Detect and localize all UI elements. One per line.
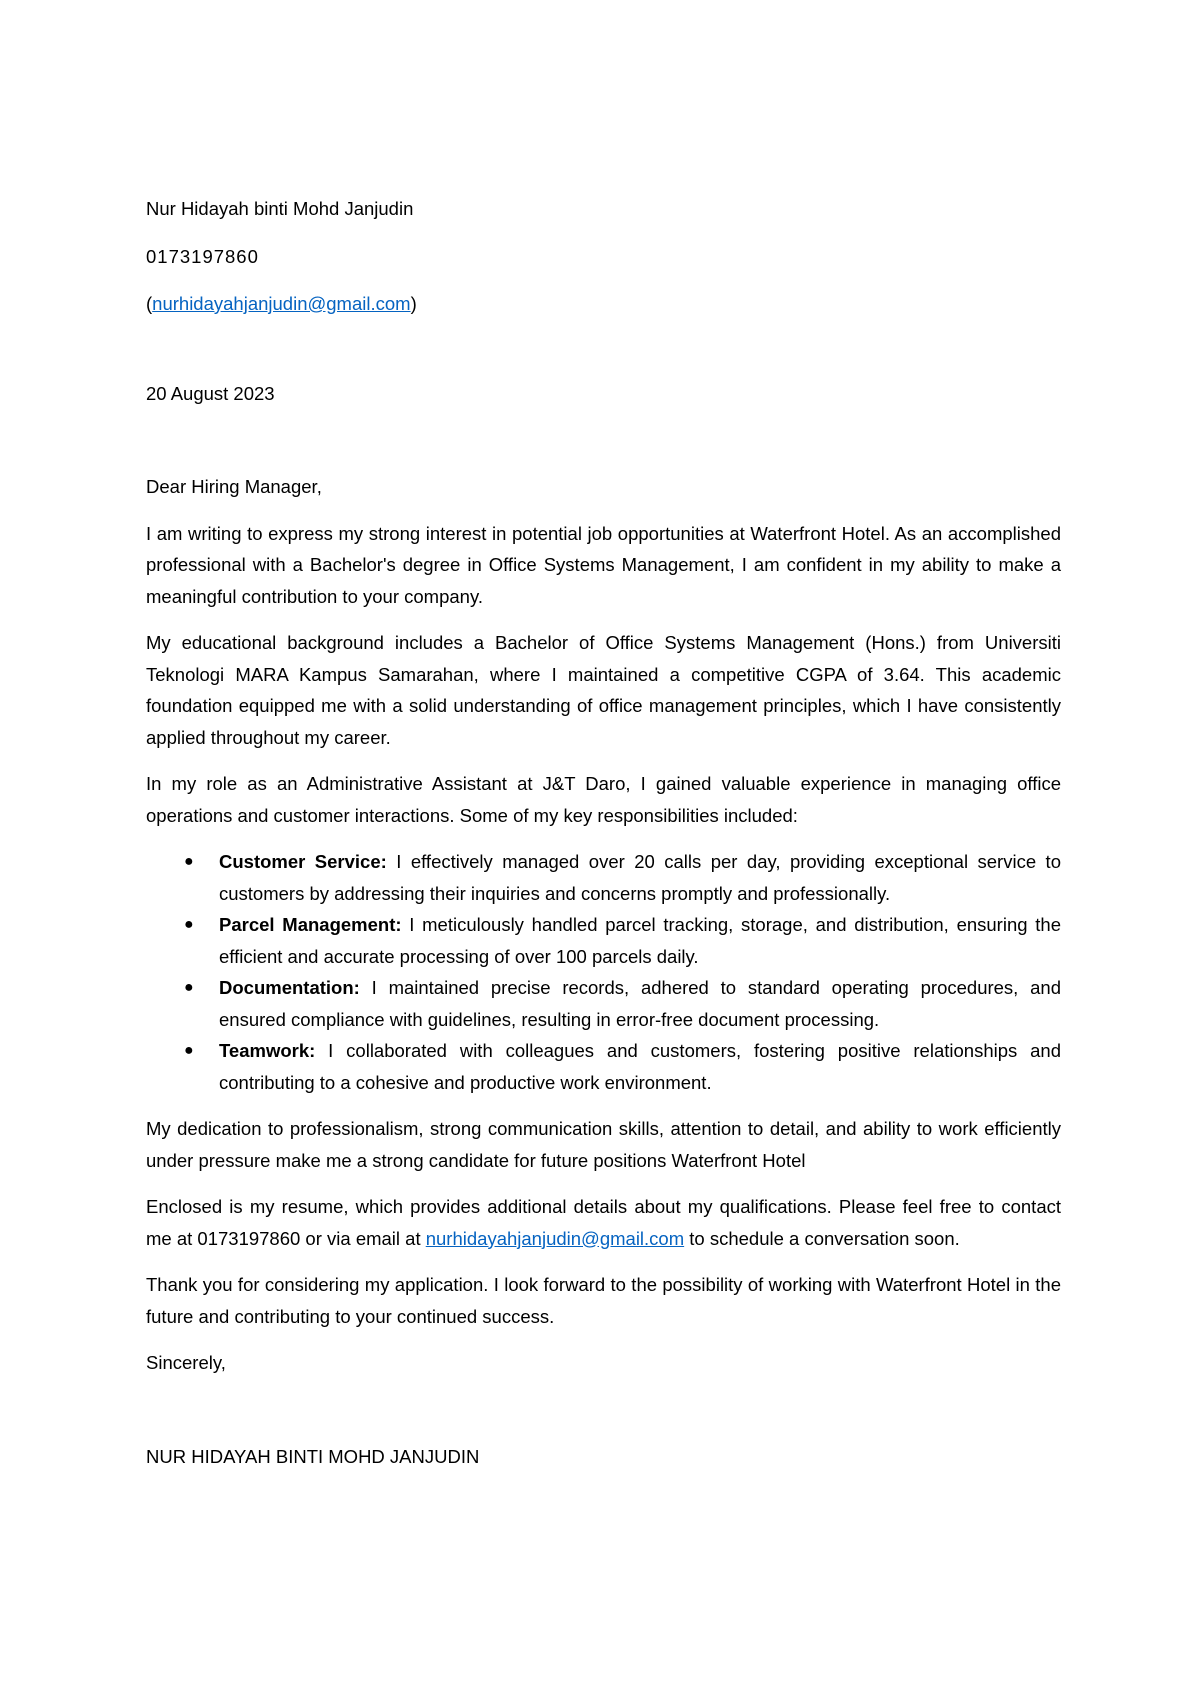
responsibility-title: Teamwork: [219,1040,316,1061]
letter-body [146,193,1061,1472]
signature-name: NUR HIDAYAH BINTI MOHD JANJUDIN [146,1445,480,1467]
list-item [146,972,1061,1035]
bullet-icon: ● [184,853,194,870]
enclosed-text-before: Enclosed is my resume, which provides additional details about my qualifications. Please feel free to contact me at 0173197860 or via email at [146,1196,1061,1249]
enclosed-text-after: to schedule a conversation soon. [684,1227,960,1249]
intro-paragraph: I am writing to express my strong interest in potential job opportunities at Waterfront Hotel. As an accomplished professional with a Bachelor's degree in Office Systems Management, I am confident in my ability to make a meaningful contribution to your company. [146,522,1061,607]
experience-paragraph: In my role as an Administrative Assistant at J&T Daro, I gained valuable experience in managing office operations and customer interactions. Some of my key responsibilities included: [146,773,1061,826]
responsibility-title: Parcel Management: [219,914,402,935]
letter-date: 20 August 2023 [146,382,275,404]
enclosed-email-link[interactable]: nurhidayahjanjudin@gmail.com [425,1227,685,1249]
responsibility-text: I maintained precise records, adhered to standard operating procedures, and ensured compliance with guidelines, resulting in error-free document processing. [219,977,1061,1030]
bullet-icon: ● [184,916,194,933]
responsibility-text: I collaborated with colleagues and customers, fostering positive relationships and contributing to a cohesive and productive work environment. [219,1040,1061,1093]
email-close-paren: ) [410,293,417,314]
enclosed-paragraph [146,1191,1061,1254]
sender-email-link[interactable]: nurhidayahjanjudin@gmail.com [152,293,411,314]
closing: Sincerely, [146,1352,226,1373]
responsibility-title: Documentation: [219,977,360,998]
salutation: Dear Hiring Manager, [146,476,322,497]
bullet-icon: ● [184,979,194,996]
list-item [146,909,1061,972]
list-item [146,846,1061,909]
responsibility-text: I meticulously handled parcel tracking, storage, and distribution, ensuring the efficient and accurate processing of over 100 parcels daily. [219,914,1061,967]
bullet-icon: ● [184,1042,194,1059]
list-item [146,1035,1061,1098]
responsibility-text: I effectively managed over 20 calls per day, providing exceptional service to customers by addressing their inquiries and concerns promptly and professionally. [219,851,1061,904]
sender-name: Nur Hidayah binti Mohd Janjudin [146,198,414,219]
sender-email-line [146,288,1061,320]
sender-phone: 0173197860 [146,245,259,267]
education-paragraph: My educational background includes a Bachelor of Office Systems Management (Hons.) from Universiti Teknologi MARA Kampus Samarahan, where I maintained a competitive CGPA of 3.64. This academic foundation equipped me with a solid understanding of office management principles, which I have consistently applied throughout my career. [146,632,1061,748]
thanks-paragraph: Thank you for considering my application. I look forward to the possibility of working with Waterfront Hotel in the future and contributing to your continued success. [146,1274,1061,1327]
dedication-paragraph: My dedication to professionalism, strong communication skills, attention to detail, and ability to work efficiently under pressure make me a strong candidate for future positions Waterfront Hotel [146,1118,1061,1171]
email-open-paren: ( [146,293,153,314]
responsibilities-list [146,846,1061,1098]
responsibility-title: Customer Service: [219,851,387,872]
